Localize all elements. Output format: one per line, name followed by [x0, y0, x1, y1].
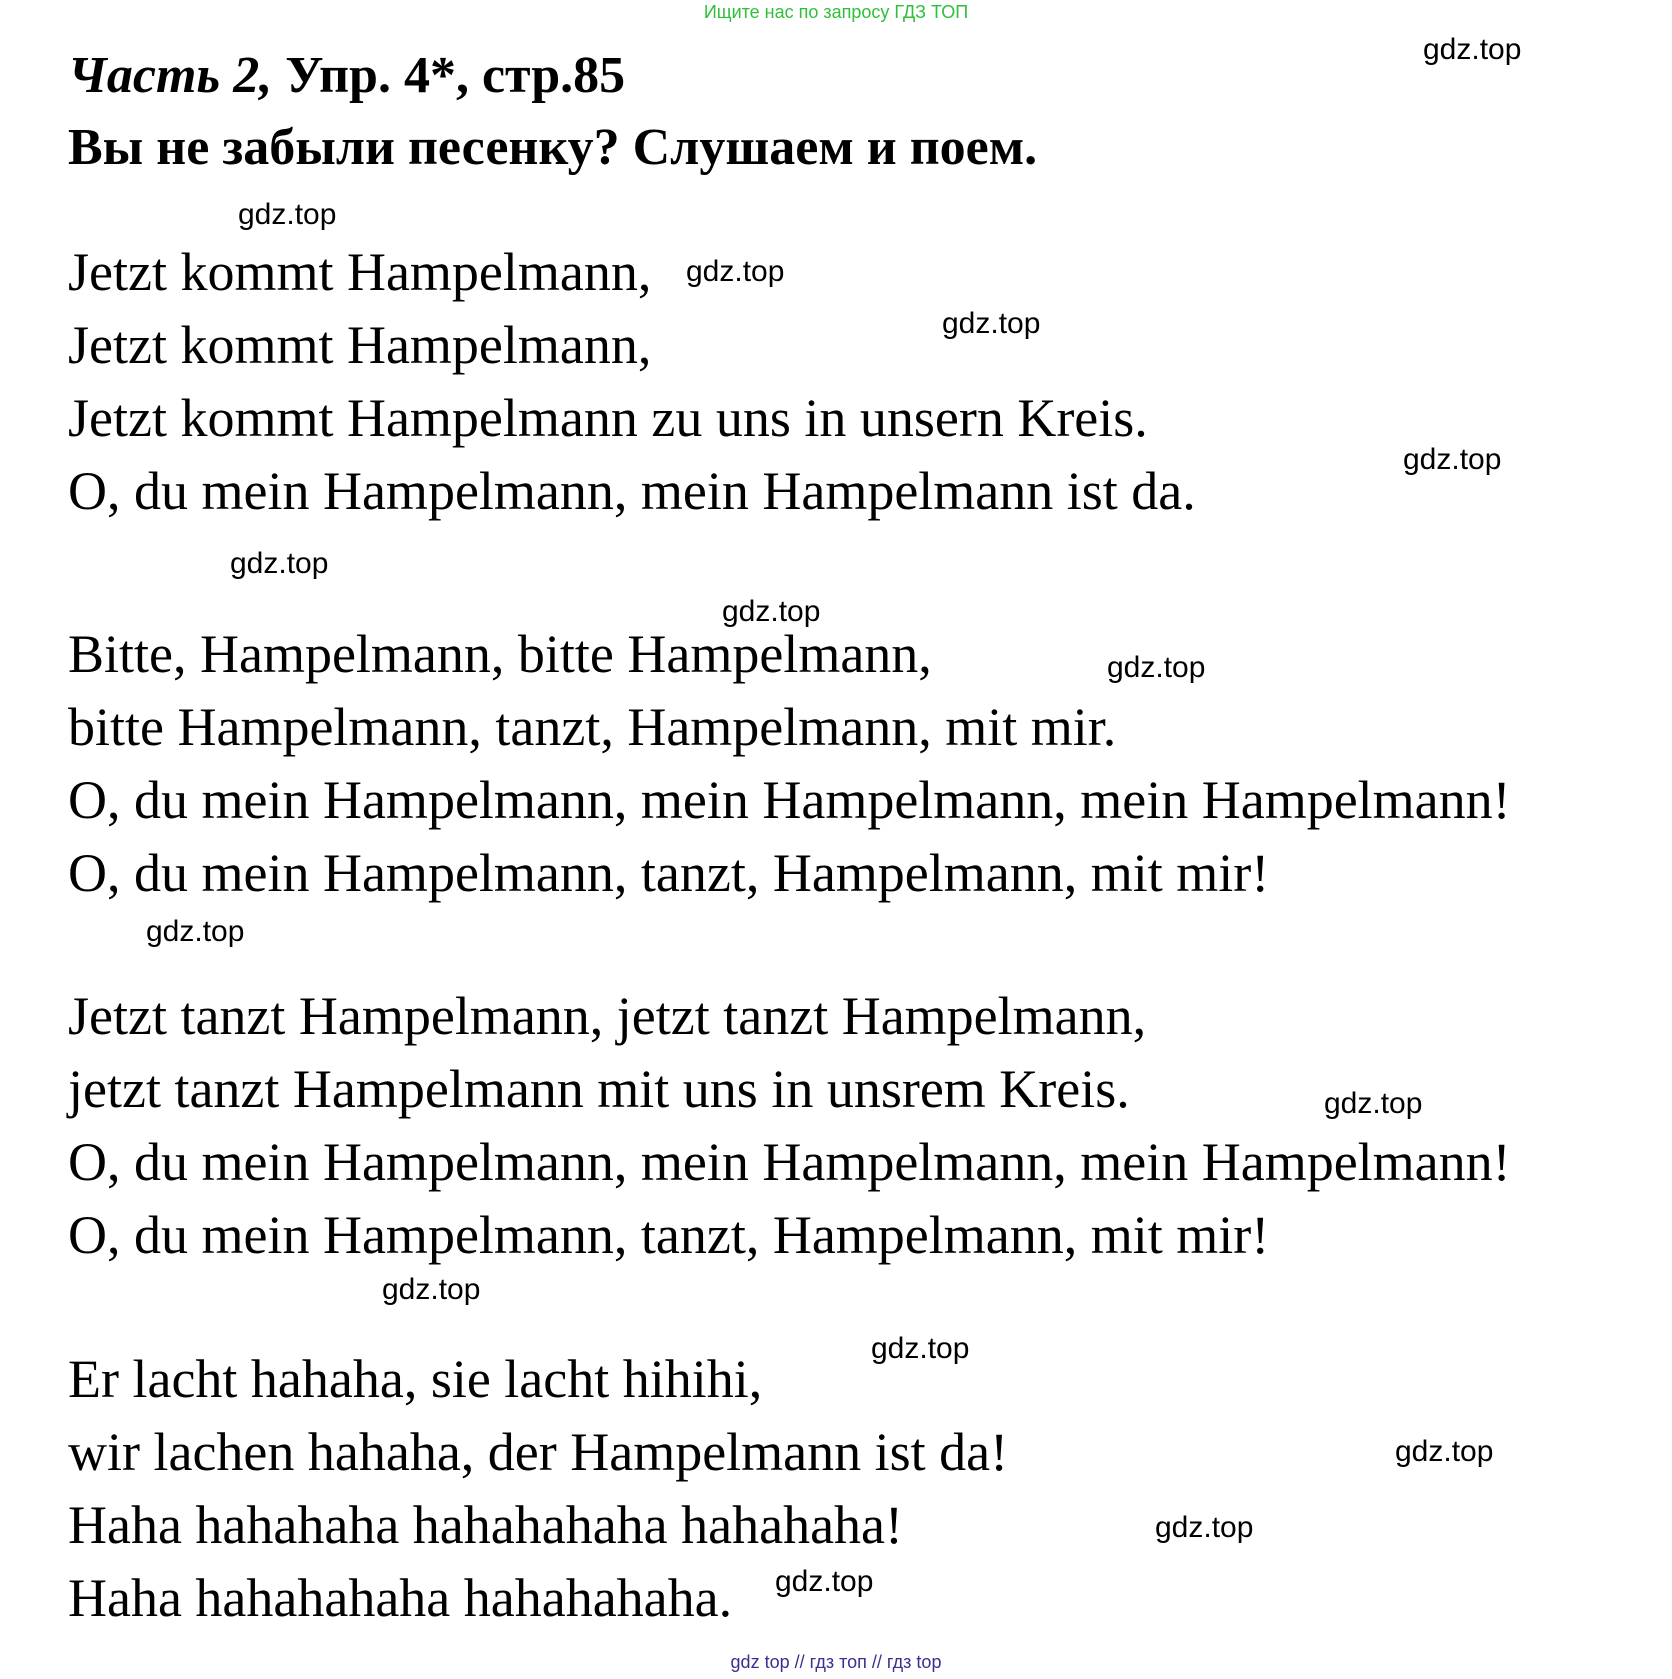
watermark: gdz.top — [382, 1273, 481, 1306]
watermark: gdz.top — [1155, 1511, 1254, 1544]
stanza-line: Er lacht hahaha, sie lacht hihihi, — [68, 1349, 763, 1409]
stanza-line: Bitte, Hampelmann, bitte Hampelmann, — [68, 624, 932, 684]
watermark: gdz.top — [1403, 443, 1502, 476]
stanza-line: O, du mein Hampelmann, mein Hampelmann, mein Hampelmann! — [68, 1132, 1511, 1192]
stanza-line: Haha hahahahaha hahahahaha. — [68, 1568, 733, 1628]
watermark: gdz.top — [775, 1565, 874, 1598]
stanza-line: O, du mein Hampelmann, mein Hampelmann, mein Hampelmann! — [68, 770, 1511, 830]
watermark: gdz.top — [238, 198, 337, 231]
watermark: gdz.top — [146, 915, 245, 948]
heading-part: Часть 2, — [68, 47, 273, 104]
stanza-line: Haha hahahaha hahahahaha hahahaha! — [68, 1495, 903, 1555]
watermark: gdz.top — [942, 307, 1041, 340]
stanza-line: Jetzt kommt Hampelmann, — [68, 242, 652, 302]
stanza-line: O, du mein Hampelmann, tanzt, Hampelmann, mit mir! — [68, 843, 1270, 903]
stanza-line: Jetzt tanzt Hampelmann, jetzt tanzt Hampelmann, — [68, 986, 1147, 1046]
watermark: gdz.top — [1324, 1087, 1423, 1120]
watermark: gdz.top — [871, 1332, 970, 1365]
exercise-heading — [68, 42, 625, 110]
stanza-line: Jetzt kommt Hampelmann, — [68, 315, 652, 375]
stanza-1 — [68, 236, 1196, 528]
footer-links[interactable]: gdz top // гдз топ // гдз top — [730, 1652, 942, 1672]
stanza-line: O, du mein Hampelmann, mein Hampelmann ist da. — [68, 461, 1196, 521]
watermark: gdz.top — [1107, 651, 1206, 684]
stanza-2 — [68, 618, 1511, 910]
stanza-line: bitte Hampelmann, tanzt, Hampelmann, mit mir. — [68, 697, 1117, 757]
stanza-line: wir lachen hahaha, der Hampelmann ist da! — [68, 1422, 1009, 1482]
exercise-instruction: Вы не забыли песенку? Слушаем и поем. — [68, 119, 1038, 176]
stanza-line: Jetzt kommt Hampelmann zu uns in unsern Kreis. — [68, 388, 1148, 448]
watermark: gdz.top — [1395, 1435, 1494, 1468]
watermark: gdz.top — [230, 547, 329, 580]
watermark: gdz.top — [722, 595, 821, 628]
watermark: gdz.top — [686, 255, 785, 288]
watermark: gdz.top — [1423, 33, 1522, 66]
stanza-3 — [68, 980, 1511, 1272]
heading-rest: Упр. 4*, стр.85 — [272, 47, 626, 104]
top-banner[interactable]: Ищите нас по запросу ГДЗ ТОП — [703, 2, 969, 22]
stanza-line: jetzt tanzt Hampelmann mit uns in unsrem Kreis. — [68, 1059, 1130, 1119]
stanza-line: O, du mein Hampelmann, tanzt, Hampelmann, mit mir! — [68, 1205, 1270, 1265]
